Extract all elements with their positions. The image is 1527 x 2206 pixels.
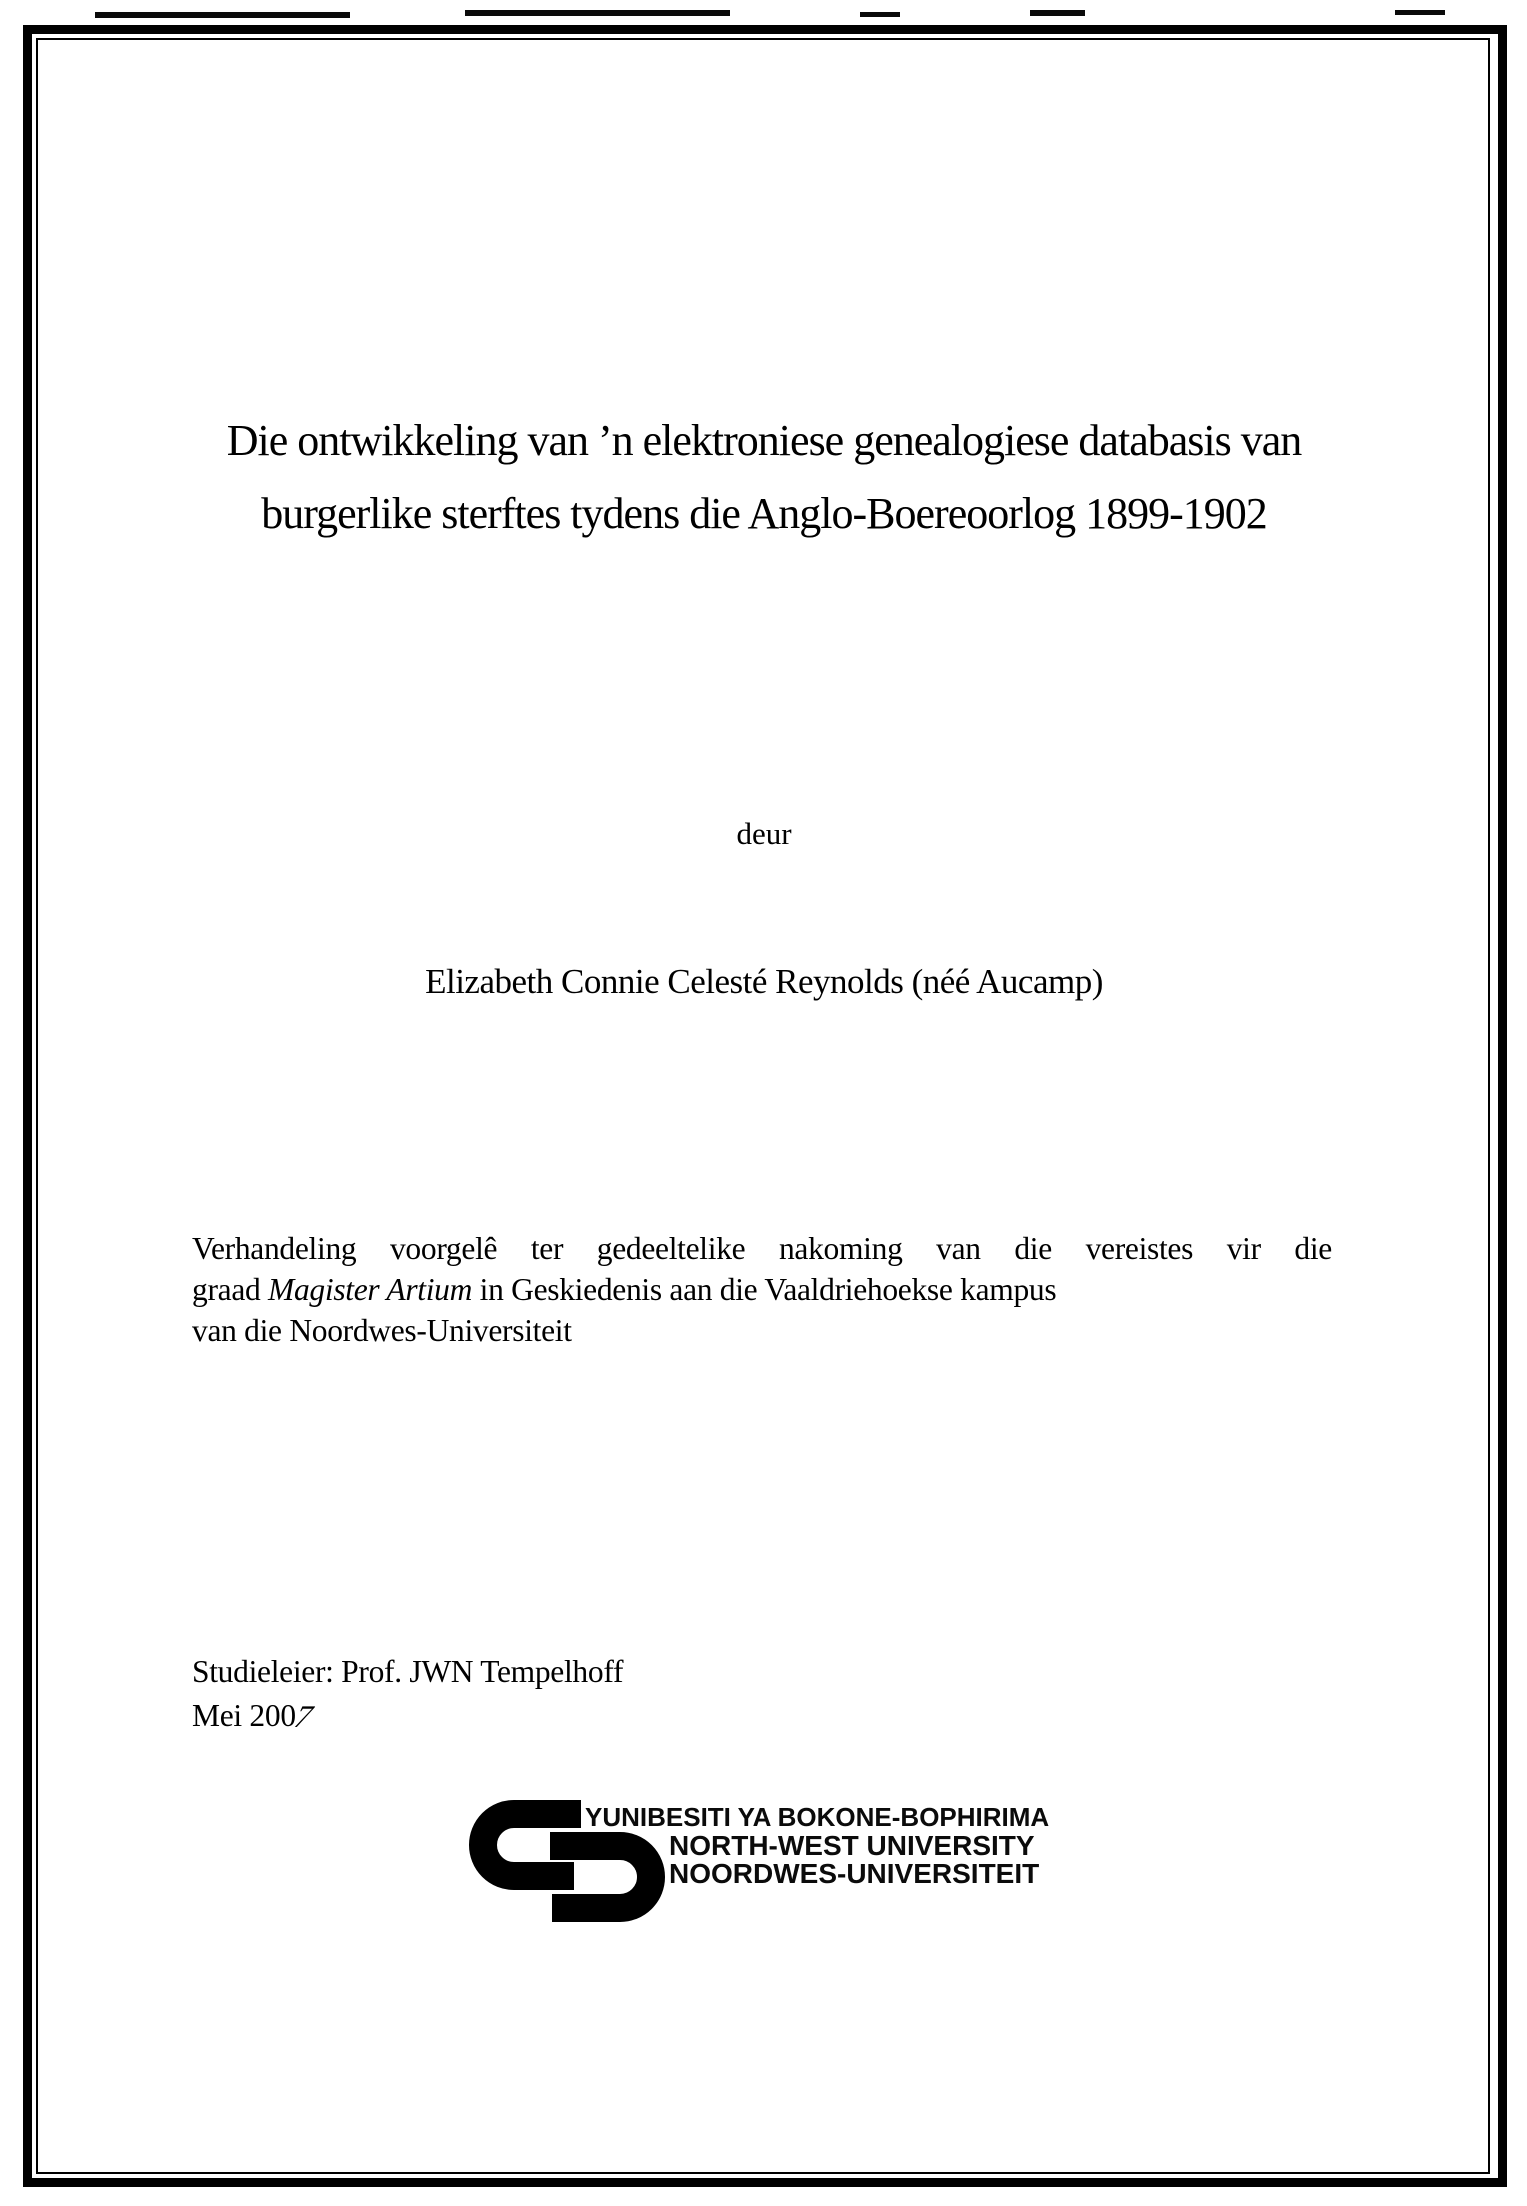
date-line xyxy=(192,1694,623,1738)
scan-noise-dash xyxy=(1395,10,1445,15)
supervisor-block xyxy=(192,1650,623,1738)
byline-label: deur xyxy=(736,816,792,851)
thesis-title xyxy=(190,404,1338,550)
date-prefix: Mei 200 xyxy=(192,1698,296,1733)
author-name: Elizabeth Connie Celesté Reynolds (néé Aucamp) xyxy=(425,962,1103,1001)
thesis-statement-line2 xyxy=(192,1269,1332,1310)
thesis-statement xyxy=(192,1228,1332,1351)
statement-line2-suffix: in Geskiedenis aan die Vaaldriehoekse kampus xyxy=(472,1272,1057,1307)
statement-line2-prefix: graad xyxy=(192,1272,269,1307)
thesis-title-line2: burgerlike sterftes tydens die Anglo-Boereoorlog 1899-1902 xyxy=(261,489,1267,538)
logo-text-afrikaans: NOORDWES-UNIVERSITEIT xyxy=(669,1858,1040,1889)
scan-noise-dash xyxy=(465,10,730,16)
scan-noise-dash xyxy=(95,12,350,18)
degree-name-italic: Magister Artium xyxy=(268,1272,473,1307)
date-last-digit: 7 xyxy=(287,1699,319,1734)
thesis-title-line1: Die ontwikkeling van ’n elektroniese genealogiese databasis van xyxy=(226,416,1302,465)
supervisor-line: Studieleier: Prof. JWN Tempelhoff xyxy=(192,1654,624,1689)
scan-noise-dash xyxy=(860,12,900,17)
thesis-statement-line3: van die Noordwes-Universiteit xyxy=(192,1313,572,1348)
logo-text-english: NORTH-WEST UNIVERSITY xyxy=(669,1830,1035,1861)
logo-text-setswana: YUNIBESITI YA BOKONE-BOPHIRIMA xyxy=(585,1802,1050,1832)
thesis-statement-line1: Verhandeling voorgelê ter gedeeltelike nakoming van die vereistes vir die xyxy=(192,1231,1332,1266)
scan-noise-dash xyxy=(1030,10,1085,16)
